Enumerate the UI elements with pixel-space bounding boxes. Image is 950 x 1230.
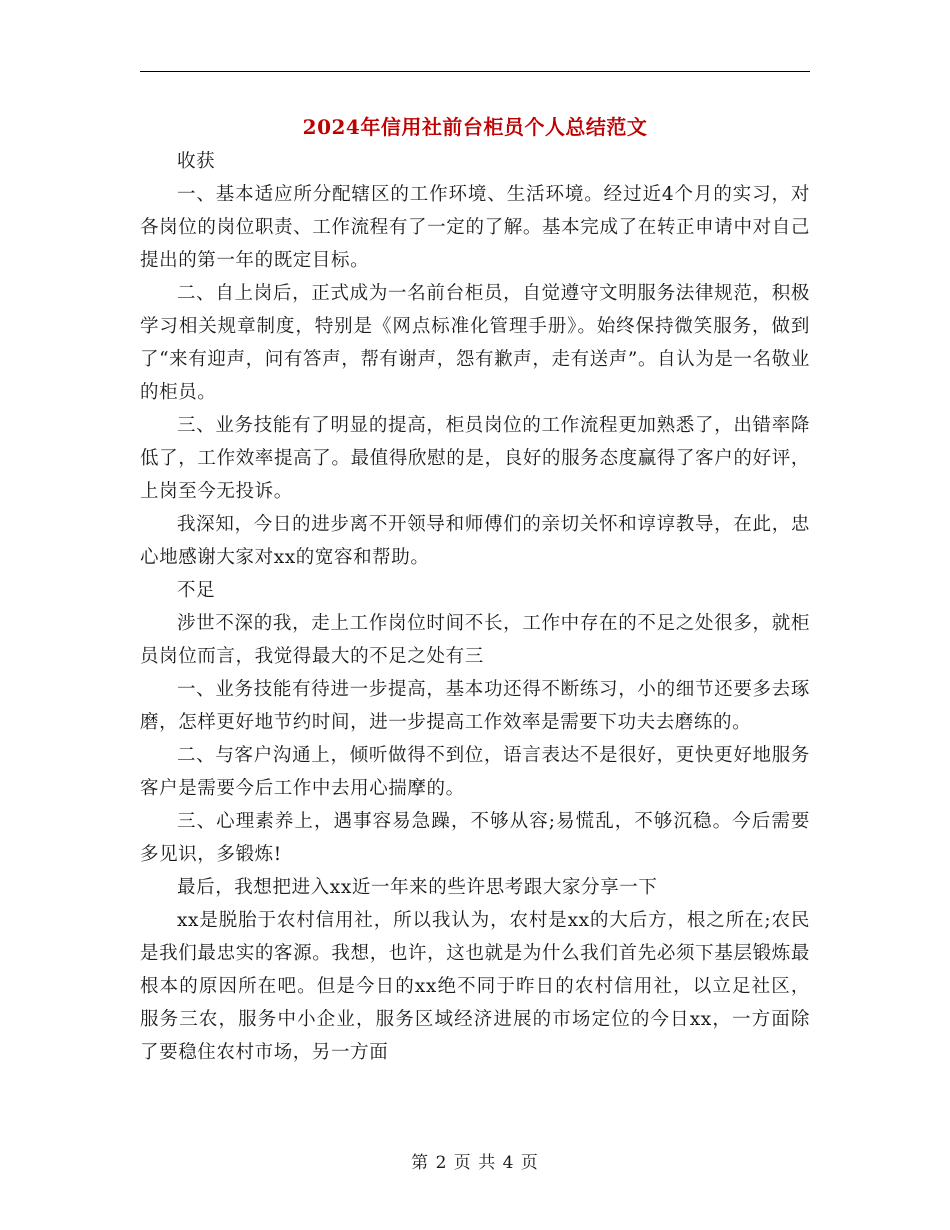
paragraph: 最后，我想把进入xx近一年来的些许思考跟大家分享一下 bbox=[177, 877, 658, 898]
paragraph: 一、业务技能有待进一步提高，基本功还得不断练习，小的细节还要多去琢磨，怎样更好地节约时间，进一步提高工作效率是需要下功夫去磨练的。 bbox=[140, 679, 810, 733]
document-title: 2024年信用社前台柜员个人总结范文 bbox=[302, 115, 648, 139]
paragraph: 我深知，今日的进步离不开领导和师傅们的亲切关怀和谆谆教导，在此，忠心地感谢大家对xx的宽容和帮助。 bbox=[140, 514, 810, 568]
paragraph: 二、自上岗后，正式成为一名前台柜员，自觉遵守文明服务法律规范，积极学习相关规章制度，特别是《网点标准化管理手册》。始终保持微笑服务，做到了“来有迎声，问有答声，帮有谢声，怨有歉声，走有送声”。自认为是一名敬业的柜员。 bbox=[140, 283, 810, 403]
paragraph-section-gains: 收获 bbox=[177, 151, 216, 172]
paragraph: xx是脱胎于农村信用社，所以我认为，农村是xx的大后方，根之所在;农民是我们最忠实的客源。我想，也许，这也就是为什么我们首先必须下基层锻炼最根本的原因所在吧。但是今日的xx绝不同于昨日的农村信用社，以立足社区，服务三农，服务中小企业，服务区域经济进展的市场定位的今日xx，一方面除了要稳住农村市场，另一方面 bbox=[140, 910, 810, 1063]
header-rule bbox=[140, 71, 810, 72]
paragraph: 三、心理素养上，遇事容易急躁，不够从容;易慌乱，不够沉稳。今后需要多见识，多锻炼! bbox=[140, 811, 810, 865]
paragraph: 涉世不深的我，走上工作岗位时间不长，工作中存在的不足之处很多，就柜员岗位而言，我觉得最大的不足之处有三 bbox=[140, 613, 810, 667]
page-number-footer: 第 2 页 共 4 页 bbox=[411, 1153, 539, 1173]
paragraph-section-shortcomings: 不足 bbox=[177, 580, 216, 601]
paragraph: 二、与客户沟通上，倾听做得不到位，语言表达不是很好，更快更好地服务客户是需要今后工作中去用心揣摩的。 bbox=[140, 745, 810, 799]
paragraph: 一、基本适应所分配辖区的工作环境、生活环境。经过近4个月的实习，对各岗位的岗位职责、工作流程有了一定的了解。基本完成了在转正申请中对自己提出的第一年的既定目标。 bbox=[140, 184, 810, 271]
paragraph: 三、业务技能有了明显的提高，柜员岗位的工作流程更加熟悉了，出错率降低了，工作效率提高了。最值得欣慰的是，良好的服务态度赢得了客户的好评，上岗至今无投诉。 bbox=[140, 415, 810, 502]
document-body bbox=[140, 145, 810, 1069]
